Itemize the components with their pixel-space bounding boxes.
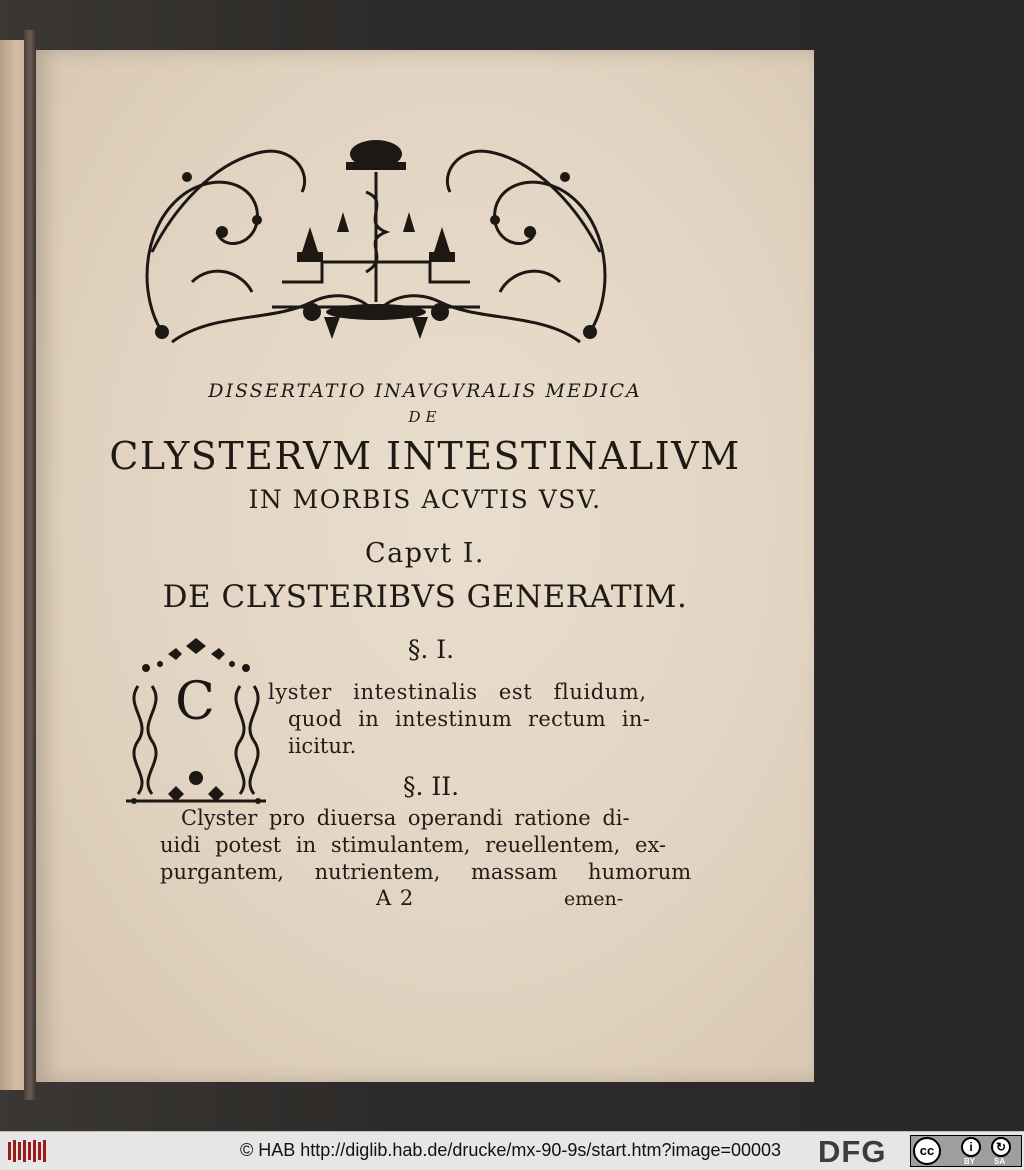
hab-logo-icon[interactable]: [6, 1138, 50, 1164]
dissertation-title-line1: DISSERTATIO INAVGVRALIS MEDICA: [208, 380, 642, 402]
section-2-line: Clyster pro diuersa operandi ratione di-: [181, 806, 630, 830]
section-2-line: purgantem, nutrientem, massam humorum: [160, 860, 692, 884]
section-1-heading: §. I.: [407, 635, 455, 664]
cc-icon: cc: [913, 1137, 941, 1165]
section-2-heading: §. II.: [402, 772, 460, 801]
sa-icon: ↻: [991, 1137, 1011, 1157]
signature-mark: A 2: [376, 886, 415, 910]
by-label: BY: [964, 1157, 976, 1166]
book-page: [36, 50, 814, 1082]
catchword: emen-: [564, 888, 624, 910]
by-icon: i: [961, 1137, 981, 1157]
drop-cap-initial: C: [175, 672, 215, 732]
footer-bar: [0, 1131, 1024, 1170]
dissertation-title-line3: CLYSTERVM INTESTINALIVM: [109, 434, 741, 478]
section-2-line: uidi potest in stimulantem, reuellentem, ex-: [160, 833, 667, 857]
section-1-line: lyster intestinalis est fluidum,: [268, 680, 647, 704]
chapter-title: DE CLYSTERIBVS GENERATIM.: [162, 579, 688, 615]
sa-label: SA: [994, 1157, 1006, 1166]
cc-license-icon[interactable]: [910, 1135, 1022, 1167]
dissertation-title-line4: IN MORBIS ACVTIS VSV.: [248, 485, 602, 514]
section-1-line: quod in intestinum rectum in-: [288, 707, 651, 731]
chapter-heading: Capvt I.: [365, 538, 485, 569]
copyright-link[interactable]: © HAB http://diglib.hab.de/drucke/mx-90-9s/start.htm?image=00003: [240, 1140, 782, 1160]
dissertation-title-line2: DE: [408, 408, 442, 426]
ornamental-headpiece: [132, 132, 620, 350]
dfg-logo[interactable]: DFG: [818, 1134, 887, 1169]
book-spine: [24, 30, 36, 1100]
section-1-line: iicitur.: [288, 734, 357, 758]
